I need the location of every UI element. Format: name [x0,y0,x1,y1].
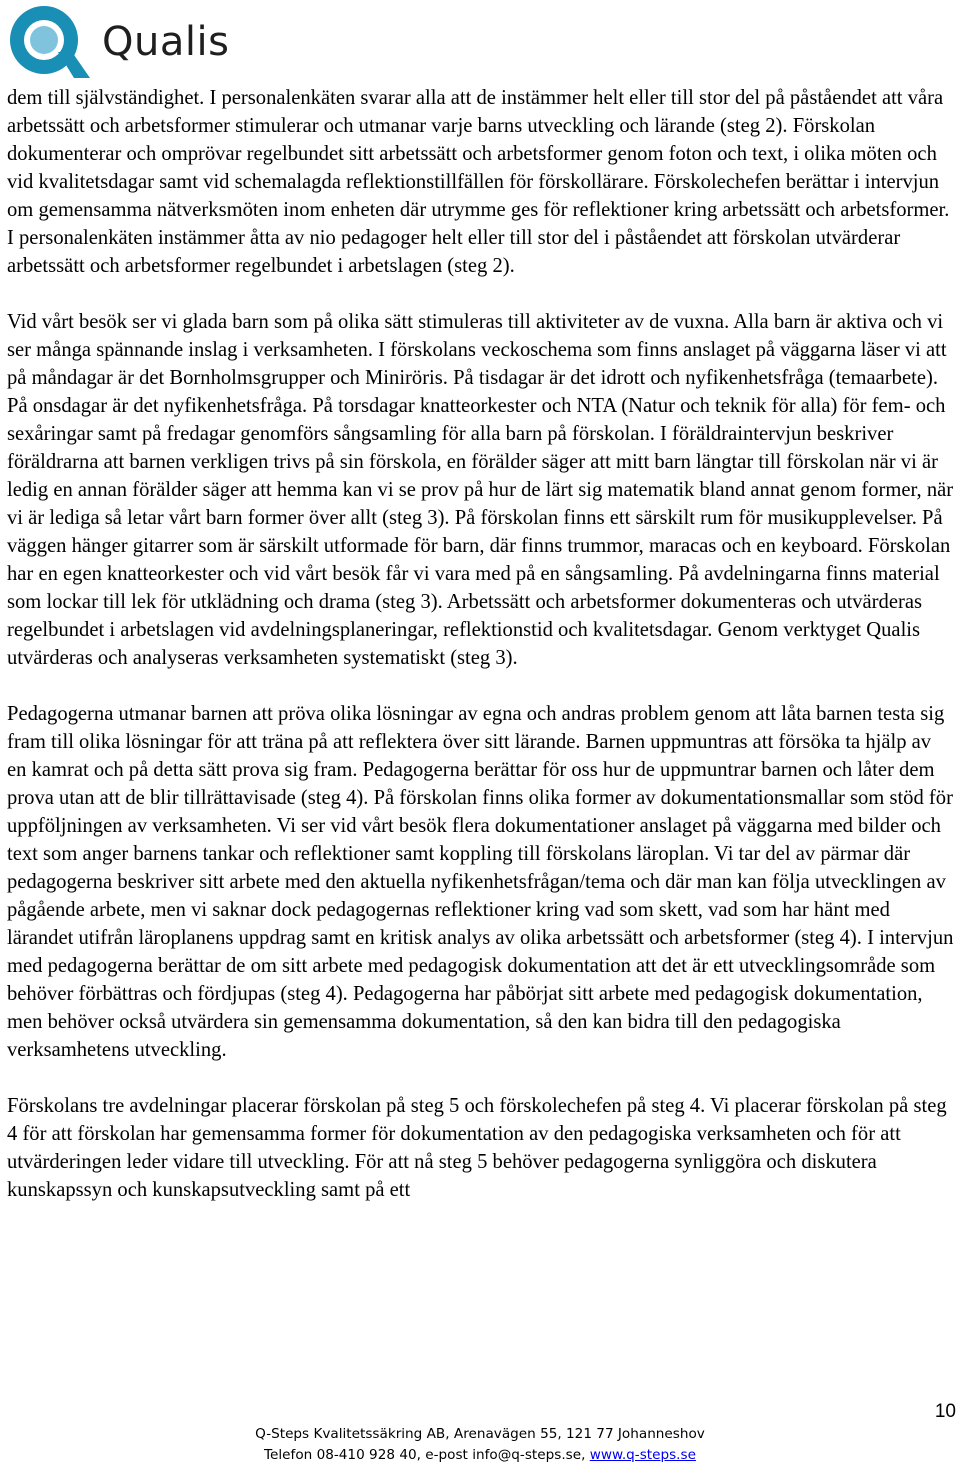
paragraph: Vid vårt besök ser vi glada barn som på olika sätt stimuleras till aktiviteter av de vuxna. Alla barn är aktiva och vi ser många spännande inslag i verksamheten. I förskolans veckoschema som finns anslaget på väggarna läser vi att på måndagar är det Bornholmsgrupper och Miniröris. På tisdagar är det idrott och nyfikenhetsfråga (temaarbete). På onsdagar är det nyfikenhetsfråga. På torsdagar knatteorkester och NTA (Natur och teknik för alla) för fem- och sexåringar samt på fredagar genomförs sångsamling för alla barn på förskolan. I föräldraintervjun beskriver föräldrarna att barnen verkligen trivs på sin förskola, en förälder säger att mitt barn längtar till förskolan när vi är ledig en annan förälder säger att hemma kan vi se prov på hur de lärt sig matematik bland annat genom former, när vi är lediga så letar vårt barn former över allt (steg 3). På förskolan finns ett särskilt rum för musikupplevelser. På väggen hänger gitarrer som är särskilt utformade för barn, där finns trummor, maracas och en keyboard. Förskolan har en egen knatteorkester och vid vårt besök får vi vara med på en sångsamling. På avdelningarna finns material som lockar till lek för utklädning och drama (steg 3). Arbetssätt och arbetsformer dokumenteras och utvärderas regelbundet i arbetslagen vid avdelningsplaneringar, reflektionstid och kvalitetsdagar. Genom verktyget Qualis utvärderas och analyseras verksamheten systematiskt (steg 3). [7,311,954,669]
page-number: 10 [934,1401,956,1422]
page-footer [0,1424,960,1466]
website-link[interactable]: www.q-steps.se [589,1447,696,1463]
paragraph: Pedagogerna utmanar barnen att pröva olika lösningar av egna och andras problem genom att låta barnen testa sig fram till olika lösningar för att träna på att reflektera över sitt lärande. Barnen uppmuntras att försöka ta hjälp av en kamrat och på detta sätt prova sig fram. Pedagogerna berättar för oss hur de uppmuntrar barnen och låter dem prova utan att de blir tillrättavisade (steg 4). På förskolan finns olika former av dokumentationsmallar som stöd för uppföljningen av verksamheten. Vi ser vid vårt besök flera dokumentationer anslaget på väggarna med bilder och text som anger barnens tankar och reflektioner samt koppling till förskolans läroplan. Vi tar del av pärmar där pedagogerna beskriver sitt arbete med den aktuella nyfikenhetsfrågan/tema och där man kan följa utvecklingen av pågående arbete, men vi saknar dock pedagogernas reflektioner kring vad som skett, vad som har hänt med lärandet utifrån läroplanens uppdrag samt en kritisk analys av olika arbetssätt och arbetsformer (steg 4). I intervjun med pedagogerna berättar de om sitt arbete med pedagogisk dokumentation att det är ett utvecklingsområde som behöver förbättras och fördjupas (steg 4). Pedagogerna har påbörjat sitt arbete med pedagogisk dokumentation, men behöver också utvärdera sin gemensamma dokumentation, så den kan bidra till den pedagogiska verksamhetens utveckling. [7,703,954,1061]
footer-address: Q-Steps Kvalitetssäkring AB, Arenavägen 55, 121 77 Johanneshov [255,1426,705,1442]
paragraph: Förskolans tre avdelningar placerar förskolan på steg 5 och förskolechefen på steg 4. Vi placerar förskolan på steg 4 för att förskolan har gemensamma former för dokumentation av den pedagogiska verksamheten och för att utvärderingen leder vidare till utveckling. För att nå steg 5 behöver pedagogerna synliggöra och diskutera kunskapssyn och kunskapsutveckling samt på ett [7,1095,947,1201]
qualis-logo [6,4,236,82]
footer-contact-text: Telefon 08-410 928 40, e-post info@q-steps.se, [264,1447,590,1463]
qualis-logo-icon [6,4,98,82]
footer-contact [0,1445,960,1466]
document-body [7,84,955,1232]
logo-wordmark: Qualis [102,19,230,65]
paragraph: dem till självständighet. I personalenkäten svarar alla att de instämmer helt eller till stor del på påståendet att våra arbetssätt och arbetsformer stimulerar och utmanar varje barns utveckling och lärande (steg 2). Förskolan dokumenterar och omprövar regelbundet sitt arbetssätt och arbetsformer genom foton och text, i olika möten och vid kvalitetsdagar samt vid schemalagda reflektionstillfällen för förskollärare. Förskolechefen berättar i intervjun om gemensamma nätverksmöten inom enheten där utrymme ges för reflektioner kring arbetssätt och arbetsformer. I personalenkäten instämmer åtta av nio pedagoger helt eller till stor del i påståendet att förskolan utvärderar arbetssätt och arbetsformer regelbundet i arbetslagen (steg 2). [7,87,950,277]
